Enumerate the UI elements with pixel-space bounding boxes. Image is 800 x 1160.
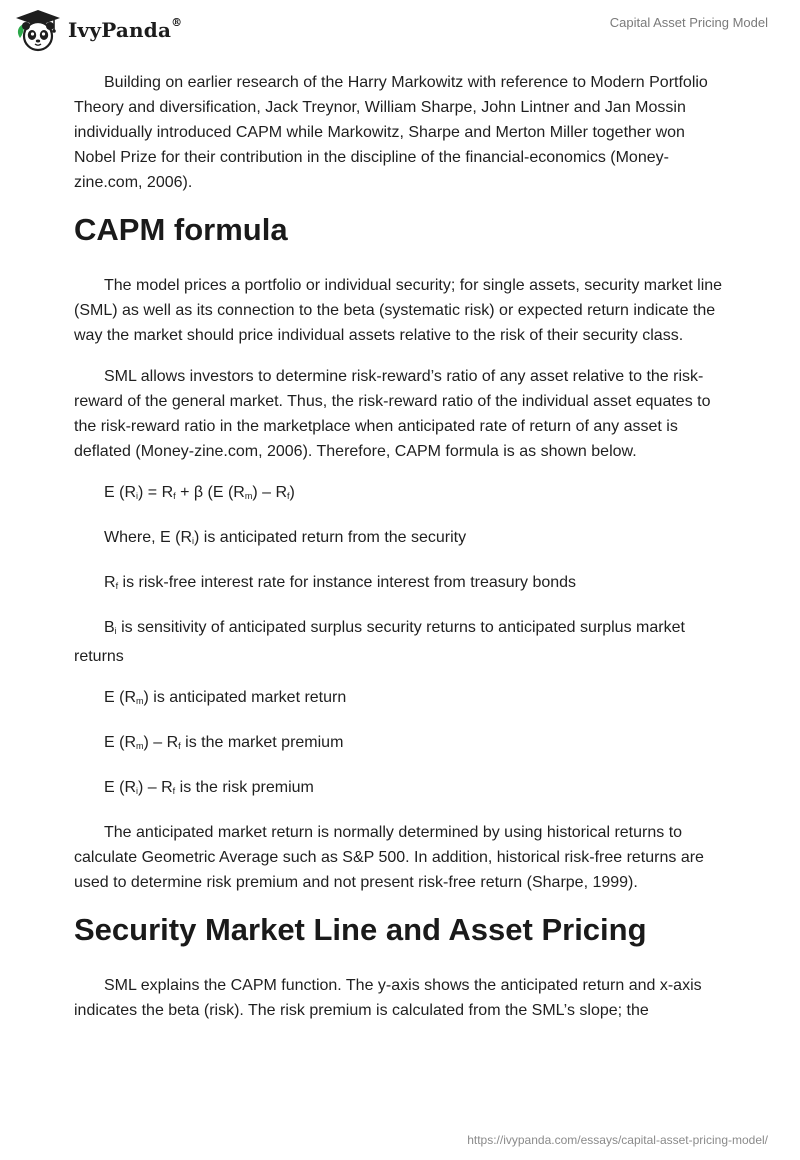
paragraph-sml: SML allows investors to determine risk-reward’s ratio of any asset relative to the risk-reward of the general market. Thus, the risk-reward ratio of the individual asset equates to the risk-reward ratio in the marketplace when anticipated rate of return of any asset is deflated (Money-zine.com, 2006). Therefore, CAPM formula is as shown below. [74, 368, 711, 460]
definition-market-return: E $(R_m)$ is anticipated market return [104, 689, 347, 706]
heading-security-market-line: Security Market Line and Asset Pricing [74, 912, 647, 947]
definition-expected-return: Where, E $(R_i)$ is anticipated return from the security [104, 529, 467, 546]
definition-risk-premium: E $(R_i) - R_f$ is the risk premium [104, 779, 314, 796]
definition-market-premium: E $(R_m) - R_f$ is the market premium [104, 734, 344, 751]
paragraph-intro: Building on earlier research of the Harry Markowitz with reference to Modern Portfolio Theory and diversification, Jack Treynor, William Sharpe, John Lintner and Jan Mossin individually introduced CAPM while Markowitz, Sharpe and Merton Miller together won Nobel Prize for their contribution in the discipline of the financial-economics (Money-zine.com, 2006). [74, 74, 708, 191]
source-url[interactable]: https://ivypanda.com/essays/capital-asset-pricing-model/ [467, 1133, 768, 1147]
page-header [0, 0, 800, 60]
heading-capm-formula: CAPM formula [74, 212, 288, 247]
capm-formula: E $(R_i) = R_f + \beta$ (E $(R_m) - R_f$) [104, 484, 295, 501]
document-title: Capital Asset Pricing Model [609, 15, 768, 30]
definition-beta: $B_i$ is sensitivity of anticipated surplus security returns to anticipated surplus market returns [74, 619, 685, 665]
logo-wordmark: IvyPanda® [68, 16, 183, 42]
definition-risk-free-rate: $R_f$ is risk-free interest rate for instance interest from treasury bonds [104, 574, 577, 591]
paragraph-model: The model prices a portfolio or individual security; for single assets, security market line (SML) as well as its connection to the beta (systematic risk) or expected return indicate the way the market should price individual assets relative to the risk of their security class. [74, 277, 723, 344]
paragraph-sml-explanation: SML explains the CAPM function. The y-axis shows the anticipated return and x-axis indicates the beta (risk). The risk premium is calculated from the SML’s slope; the [74, 977, 702, 1019]
article-body [74, 70, 726, 1039]
panda-graduate-icon [14, 8, 62, 52]
paragraph-market-return: The anticipated market return is normally determined by using historical returns to calculate Geometric Average such as S&P 500. In addition, historical risk-free returns are used to determine risk premium and not present risk-free return (Sharpe, 1999). [74, 824, 704, 891]
ivypanda-logo[interactable] [14, 8, 182, 52]
